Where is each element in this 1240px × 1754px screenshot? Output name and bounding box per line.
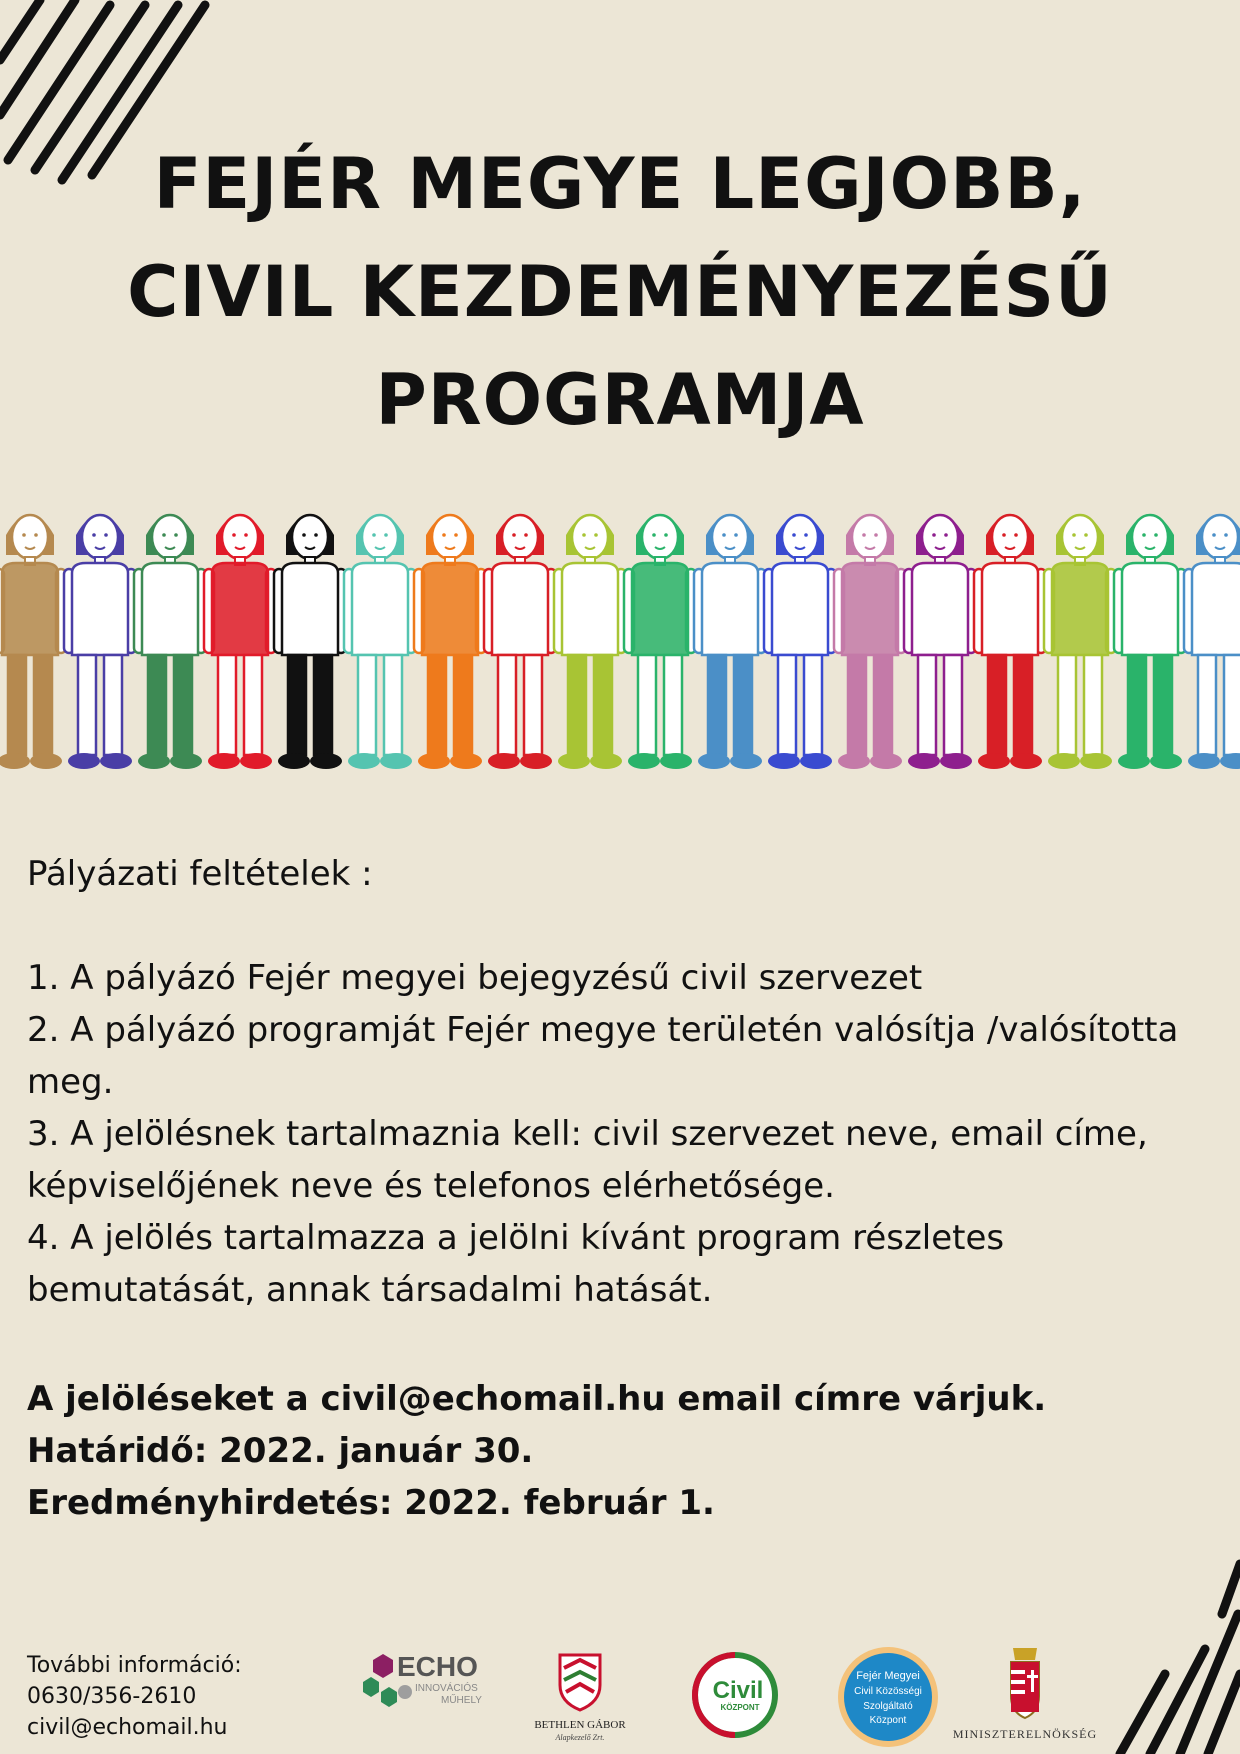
- contact-phone: 0630/356-2610: [27, 1684, 197, 1709]
- contact-info: [27, 1650, 327, 1743]
- poster-title: [60, 130, 1180, 454]
- deadline-line: Határidő: 2022. január 30.: [27, 1431, 534, 1471]
- condition-item-4: 4. A jelölés tartalmazza a jelölni kívánt program részletes bemutatását, annak társadalmi hatását.: [27, 1218, 1005, 1310]
- person-figure: [1184, 514, 1240, 769]
- person-figure: [484, 514, 556, 769]
- contact-label: További információ:: [27, 1653, 242, 1678]
- person-figure: [204, 514, 276, 769]
- contact-email: civil@echomail.hu: [27, 1715, 228, 1740]
- echo-name: ECHO: [397, 1651, 478, 1682]
- submission-info: [27, 1373, 1222, 1529]
- conditions-heading: Pályázati feltételek :: [27, 854, 373, 894]
- conditions-section: [27, 848, 1222, 1316]
- condition-item-2: 2. A pályázó programját Fejér megye területén valósítja /valósította meg.: [27, 1010, 1179, 1102]
- person-figure: [414, 514, 486, 769]
- title-line-3: PROGRAMJA: [375, 359, 865, 441]
- sponsor-logos: [355, 1640, 1115, 1750]
- echo-logo: [355, 1648, 505, 1728]
- bethlen-name: BETHLEN GÁBOR: [534, 1719, 626, 1731]
- bethlen-sub: Alapkezelő Zrt.: [555, 1733, 605, 1742]
- fejer-line-1: Fejér Megyei: [856, 1670, 920, 1682]
- person-figure: [554, 514, 626, 769]
- echo-sub2: MŰHELY: [441, 1695, 482, 1706]
- person-figure: [274, 514, 346, 769]
- person-figure: [694, 514, 766, 769]
- person-figure: [0, 514, 66, 769]
- echo-hex-icon: [373, 1654, 393, 1678]
- person-figure: [904, 514, 976, 769]
- person-figure: [1114, 514, 1186, 769]
- person-figure: [64, 514, 136, 769]
- crown-icon: [1013, 1648, 1037, 1660]
- civil-sub: KÖZPONT: [720, 1703, 760, 1712]
- civil-kozpont-logo: [688, 1648, 783, 1743]
- person-figure: [624, 514, 696, 769]
- miniszterelnokseg-logo: [935, 1640, 1115, 1750]
- echo-sub1: INNOVÁCIÓS: [415, 1683, 478, 1694]
- fejer-line-3: Szolgáltató: [863, 1701, 913, 1712]
- person-figure: [974, 514, 1046, 769]
- person-figure: [834, 514, 906, 769]
- decorative-stripes-bottom-right: [1110, 1554, 1240, 1754]
- condition-item-3: 3. A jelölésnek tartalmaznia kell: civil szervezet neve, email címe, képviselőjének neve és telefonos elérhetősége.: [27, 1114, 1148, 1206]
- fejer-civil-center-logo: [835, 1644, 941, 1750]
- person-figure: [134, 514, 206, 769]
- people-illustration: [0, 495, 1240, 800]
- fejer-line-2: Civil Közösségi: [854, 1686, 922, 1697]
- results-line: Eredményhirdetés: 2022. február 1.: [27, 1483, 715, 1523]
- civil-name: Civil: [712, 1677, 764, 1704]
- title-line-1: FEJÉR MEGYE LEGJOBB,: [153, 143, 1087, 225]
- ministry-name: MINISZTERELNÖKSÉG: [952, 1727, 1098, 1741]
- bethlen-gabor-logo: [530, 1640, 630, 1750]
- condition-item-1: 1. A pályázó Fejér megyei bejegyzésű civil szervezet: [27, 958, 923, 998]
- person-figure: [764, 514, 836, 769]
- fejer-line-4: Központ: [869, 1715, 907, 1726]
- title-line-2: CIVIL KEZDEMÉNYEZÉSŰ: [127, 251, 1113, 333]
- person-figure: [1044, 514, 1116, 769]
- person-figure: [344, 514, 416, 769]
- submission-email-line: A jelöléseket a civil@echomail.hu email címre várjuk.: [27, 1379, 1047, 1419]
